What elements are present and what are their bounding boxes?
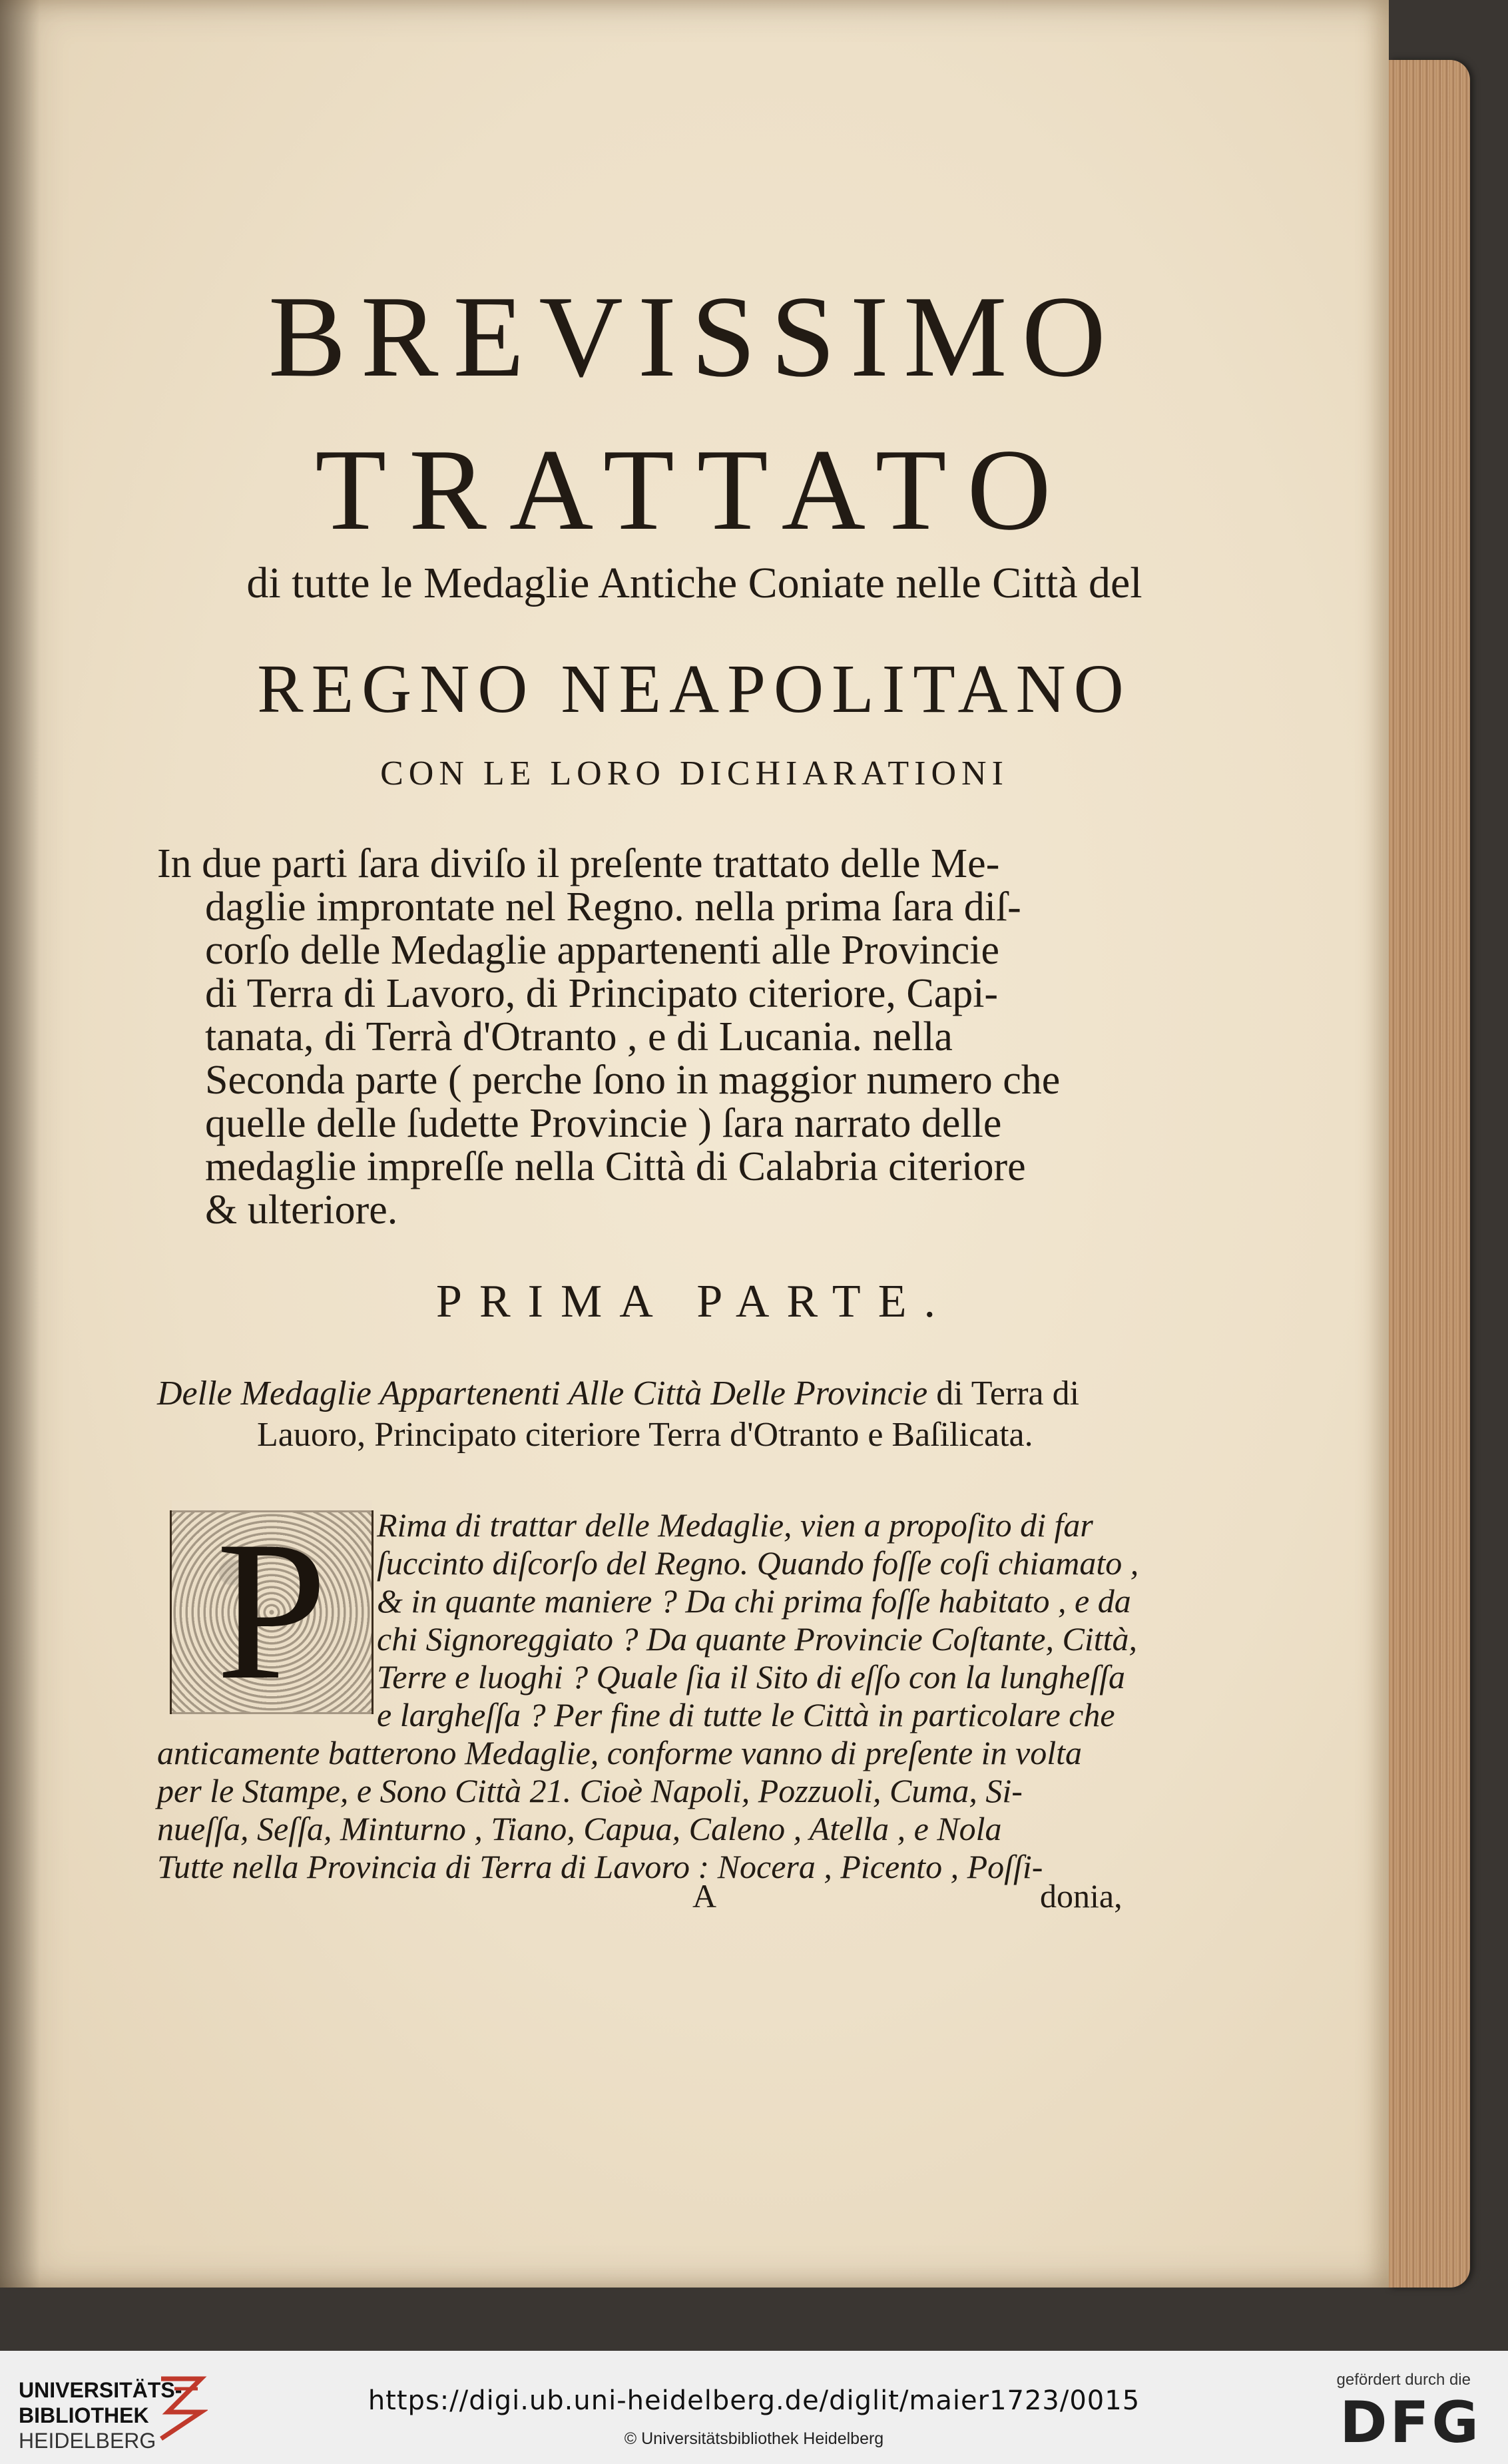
subheading-roman: di Terra di <box>927 1375 1080 1412</box>
body-line: Rima di trattar delle Medaglie, vien a propoſito di far <box>377 1506 1093 1544</box>
library-name-line-3: HEIDELBERG <box>19 2429 156 2453</box>
library-name-line-1: UNIVERSITÄTS- <box>19 2378 182 2402</box>
body-line: Tutte nella Provincia di Terra di Lavoro : Nocera , Picento , Poſſi- <box>157 1848 1043 1885</box>
section-subheading <box>157 1373 1119 1456</box>
section-heading: PRIMA PARTE. <box>436 1276 953 1327</box>
dfg-logo[interactable]: DFG <box>1340 2389 1481 2456</box>
subheading-line-2: Lauoro, Principato citeriore Terra d'Otranto e Baſilicata. <box>257 1416 1033 1454</box>
body-line: nueſſa, Seſſa, Minturno , Tiano, Capua, Caleno , Atella , e Nola <box>157 1810 1002 1847</box>
body-line: & in quante maniere ? Da chi prima foſſe habitato , e da <box>377 1582 1131 1620</box>
intro-line: In due parti ſara diviſo il preſente trattato delle Me- <box>157 841 1000 886</box>
title-subtitle-2: CON LE LORO DICHIARATIONI <box>380 755 1009 792</box>
library-name-line-2: BIBLIOTHEK <box>19 2403 149 2427</box>
intro-line: tanata, di Terrà d'Otranto , e di Lucania. nella <box>205 1014 953 1060</box>
funding-caption: gefördert durch die <box>1336 2371 1471 2389</box>
intro-line: & ulteriore. <box>205 1187 398 1233</box>
viewer-footer <box>0 2351 1508 2464</box>
body-line: per le Stampe, e Sono Città 21. Cioè Napoli, Pozzuoli, Cuma, Si- <box>157 1772 1023 1809</box>
title-kingdom: REGNO NEAPOLITANO <box>257 651 1132 727</box>
signature-mark: A <box>692 1877 717 1915</box>
copyright-text: © Universitätsbibliothek Heidelberg <box>624 2429 884 2448</box>
intro-line: corſo delle Medaglie appartenenti alle Provincie <box>205 928 1000 973</box>
page-url-link[interactable]: https://digi.ub.uni-heidelberg.de/diglit/maier1723/0015 <box>368 2385 1140 2416</box>
body-line: chi Signoreggiato ? Da quante Provincie Coſtante, Città, <box>377 1620 1137 1658</box>
intro-line: di Terra di Lavoro, di Principato citeriore, Capi- <box>205 971 999 1016</box>
intro-paragraph <box>157 842 1119 1232</box>
body-line: ſuccinto diſcorſo del Regno. Quando foſſe coſi chiamato , <box>377 1544 1139 1582</box>
decorated-initial-letter: P <box>172 1500 372 1720</box>
title-line-1: BREVISSIMO <box>268 272 1121 401</box>
intro-line: Seconda parte ( perche ſono in maggior numero che <box>205 1058 1061 1103</box>
body-line: anticamente batterono Medaglie, conforme vanno di preſente in volta <box>157 1734 1083 1771</box>
intro-line: medaglie impreſſe nella Città di Calabria citeriore <box>205 1144 1026 1189</box>
catchword: donia, <box>1040 1877 1123 1915</box>
body-line: e largheſſa ? Per fine di tutte le Città in particolare che <box>377 1696 1115 1733</box>
title-line-2: TRATTATO <box>315 425 1074 554</box>
title-subtitle: di tutte le Medaglie Antiche Coniate nelle Città del <box>246 559 1142 607</box>
intro-line: daglie improntate nel Regno. nella prima ſara diſ- <box>205 884 1021 930</box>
subheading-italic: Delle Medaglie Appartenenti Alle Città Delle Provincie <box>157 1375 928 1412</box>
book-fore-edge <box>1389 60 1470 2288</box>
body-line: Terre e luoghi ? Quale ſia il Sito di eſſo con la lungheſſa <box>377 1658 1125 1695</box>
intro-line: quelle delle ſudette Provincie ) ſara narrato delle <box>205 1101 1002 1146</box>
body-paragraph <box>157 1506 1139 1886</box>
